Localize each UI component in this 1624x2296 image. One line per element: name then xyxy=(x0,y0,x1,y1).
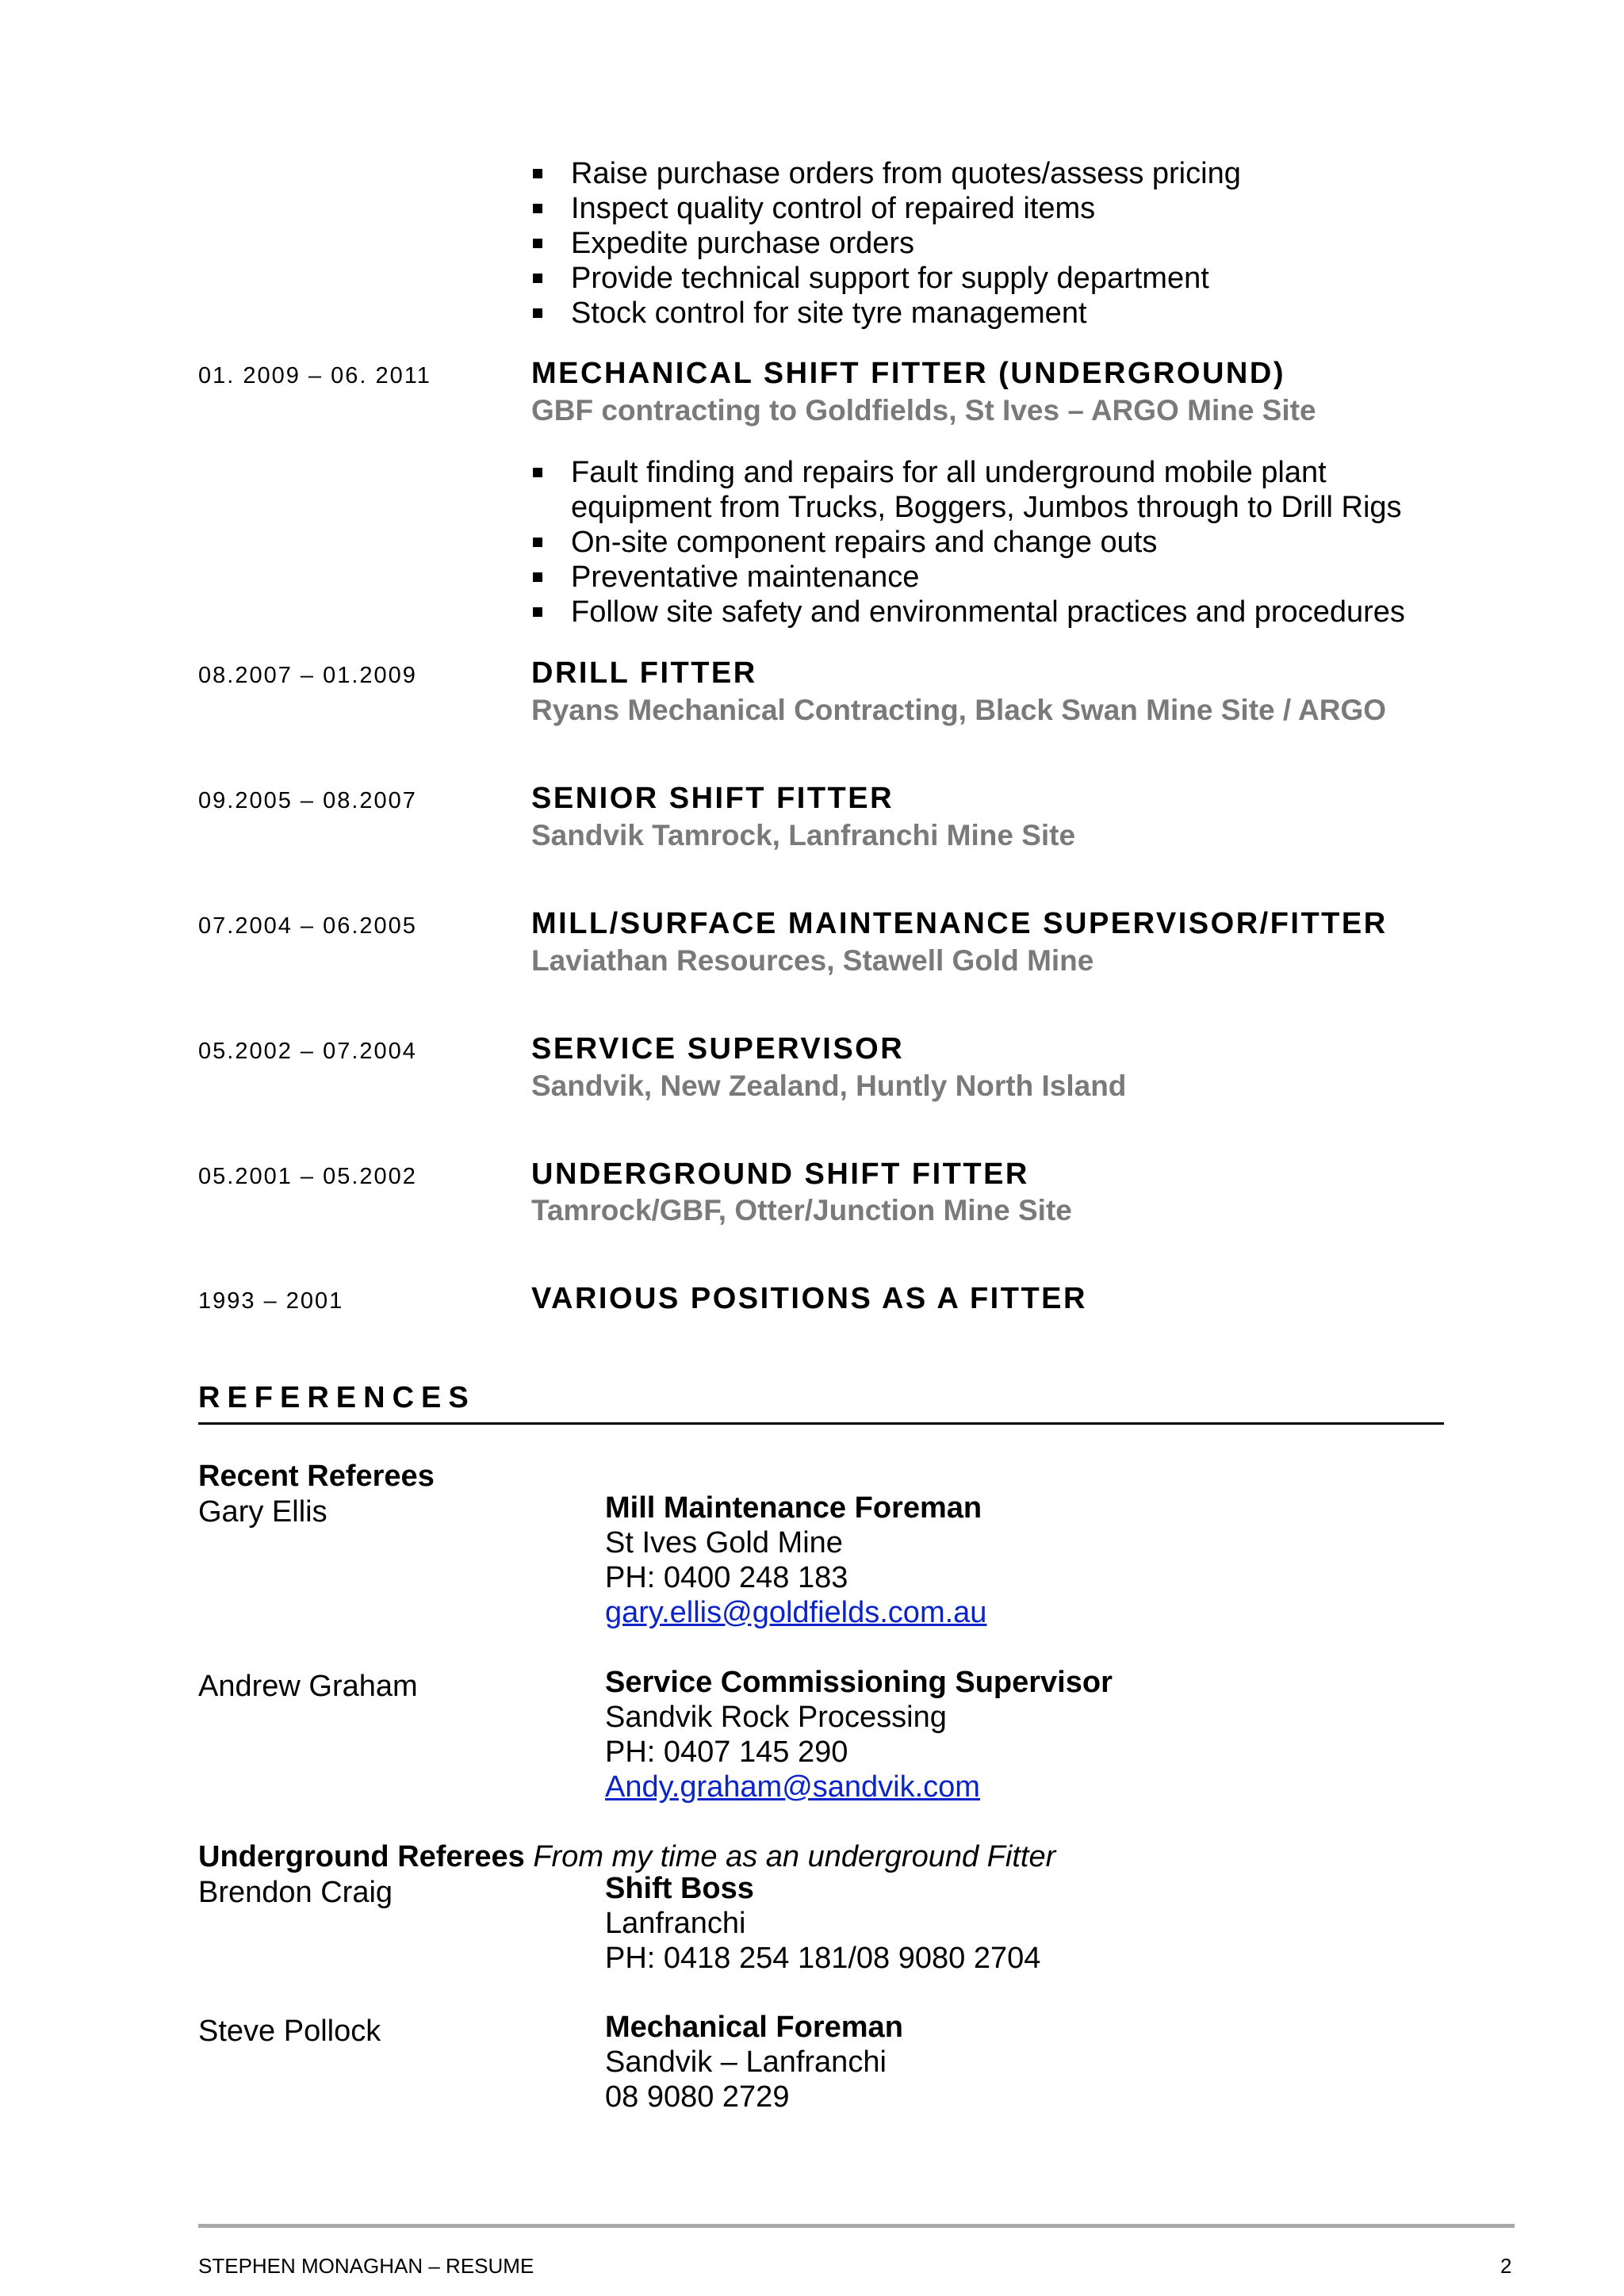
referee-details xyxy=(605,1665,1113,1804)
referee-org: Lanfranchi xyxy=(605,1907,746,1940)
job-employer: Sandvik Tamrock, Lanfranchi Mine Site xyxy=(531,819,1076,851)
supply-duties-list xyxy=(531,156,1241,331)
job-employer: Tamrock/GBF, Otter/Junction Mine Site xyxy=(531,1194,1072,1226)
list-item: Follow site safety and environmental practices and procedures xyxy=(531,595,1405,629)
bullet-square-icon xyxy=(533,308,542,318)
job-date: 08.2007 – 01.2009 xyxy=(198,663,417,688)
job-employer: Ryans Mechanical Contracting, Black Swan Mine Site / ARGO xyxy=(531,694,1387,726)
referee-email-link[interactable]: gary.ellis@goldfields.com.au xyxy=(605,1596,987,1629)
list-item: Stock control for site tyre management xyxy=(531,296,1241,331)
referee-org: Sandvik Rock Processing xyxy=(605,1701,947,1734)
list-item-continuation: equipment from Trucks, Boggers, Jumbos through to Drill Rigs xyxy=(571,491,1402,524)
page-number: 2 xyxy=(1500,2254,1512,2278)
job-employer: GBF contracting to Goldfields, St Ives – ARGO Mine Site xyxy=(531,394,1316,427)
job-date: 05.2002 – 07.2004 xyxy=(198,1039,417,1064)
bullet-square-icon xyxy=(533,204,542,213)
section-divider xyxy=(198,1422,1444,1425)
referee-name: Steve Pollock xyxy=(198,2015,381,2048)
referee-role: Mechanical Foreman xyxy=(605,2011,903,2044)
referee-org: St Ives Gold Mine xyxy=(605,1526,843,1559)
bullet-square-icon xyxy=(533,274,542,283)
bullet-square-icon xyxy=(533,538,542,547)
job-duties-list xyxy=(531,455,1405,629)
list-item: Fault finding and repairs for all underground mobile plant xyxy=(531,455,1405,490)
bullet-square-icon xyxy=(533,169,542,178)
referee-name: Andrew Graham xyxy=(198,1670,418,1703)
job-title: DRILL FITTER xyxy=(531,656,757,690)
referee-phone: PH: 0400 248 183 xyxy=(605,1561,848,1594)
referee-details xyxy=(605,2010,903,2114)
referee-name: Gary Ellis xyxy=(198,1495,327,1529)
job-date: 1993 – 2001 xyxy=(198,1288,344,1314)
job-title: VARIOUS POSITIONS AS A FITTER xyxy=(531,1282,1087,1315)
job-employer: Sandvik, New Zealand, Huntly North Island xyxy=(531,1070,1127,1102)
bullet-square-icon xyxy=(533,239,542,248)
list-item: Preventative maintenance xyxy=(531,560,1405,595)
list-item: Raise purchase orders from quotes/assess pricing xyxy=(531,156,1241,191)
job-date: 05.2001 – 05.2002 xyxy=(198,1164,417,1189)
job-title: UNDERGROUND SHIFT FITTER xyxy=(531,1158,1029,1191)
job-date: 09.2005 – 08.2007 xyxy=(198,788,417,813)
referee-phone: PH: 0407 145 290 xyxy=(605,1735,848,1769)
referee-details xyxy=(605,1490,986,1630)
referee-details xyxy=(605,1871,1040,1976)
job-date: 07.2004 – 06.2005 xyxy=(198,913,417,939)
list-item: Expedite purchase orders xyxy=(531,226,1241,261)
bullet-square-icon xyxy=(533,572,542,582)
referee-phone: PH: 0418 254 181/08 9080 2704 xyxy=(605,1942,1041,1975)
footer-title: STEPHEN MONAGHAN – RESUME xyxy=(198,2254,534,2278)
referee-name: Brendon Craig xyxy=(198,1876,393,1909)
bullet-square-icon xyxy=(533,468,542,477)
bullet-square-icon xyxy=(533,607,542,617)
underground-referees-heading: Underground Referees From my time as an underground Fitter xyxy=(198,1840,1056,1873)
referee-role: Mill Maintenance Foreman xyxy=(605,1491,982,1525)
job-date: 01. 2009 – 06. 2011 xyxy=(198,363,431,388)
footer-divider xyxy=(198,2224,1515,2228)
referee-phone: 08 9080 2729 xyxy=(605,2080,790,2114)
referee-role: Shift Boss xyxy=(605,1872,754,1905)
list-item: On-site component repairs and change outs xyxy=(531,525,1405,560)
job-title: SENIOR SHIFT FITTER xyxy=(531,782,894,815)
list-item: Provide technical support for supply department xyxy=(531,261,1241,296)
referee-email-link[interactable]: Andy.graham@sandvik.com xyxy=(605,1770,980,1804)
referee-org: Sandvik – Lanfranchi xyxy=(605,2045,887,2079)
job-employer: Laviathan Resources, Stawell Gold Mine xyxy=(531,944,1094,977)
recent-referees-heading: Recent Referees xyxy=(198,1460,435,1493)
job-title: MECHANICAL SHIFT FITTER (UNDERGROUND) xyxy=(531,357,1285,390)
list-item: Inspect quality control of repaired items xyxy=(531,191,1241,226)
job-title: SERVICE SUPERVISOR xyxy=(531,1032,905,1066)
job-title: MILL/SURFACE MAINTENANCE SUPERVISOR/FITTER xyxy=(531,907,1388,940)
references-heading: REFERENCES xyxy=(198,1381,476,1414)
underground-referees-note: From my time as an underground Fitter xyxy=(533,1840,1056,1873)
referee-role: Service Commissioning Supervisor xyxy=(605,1666,1113,1699)
